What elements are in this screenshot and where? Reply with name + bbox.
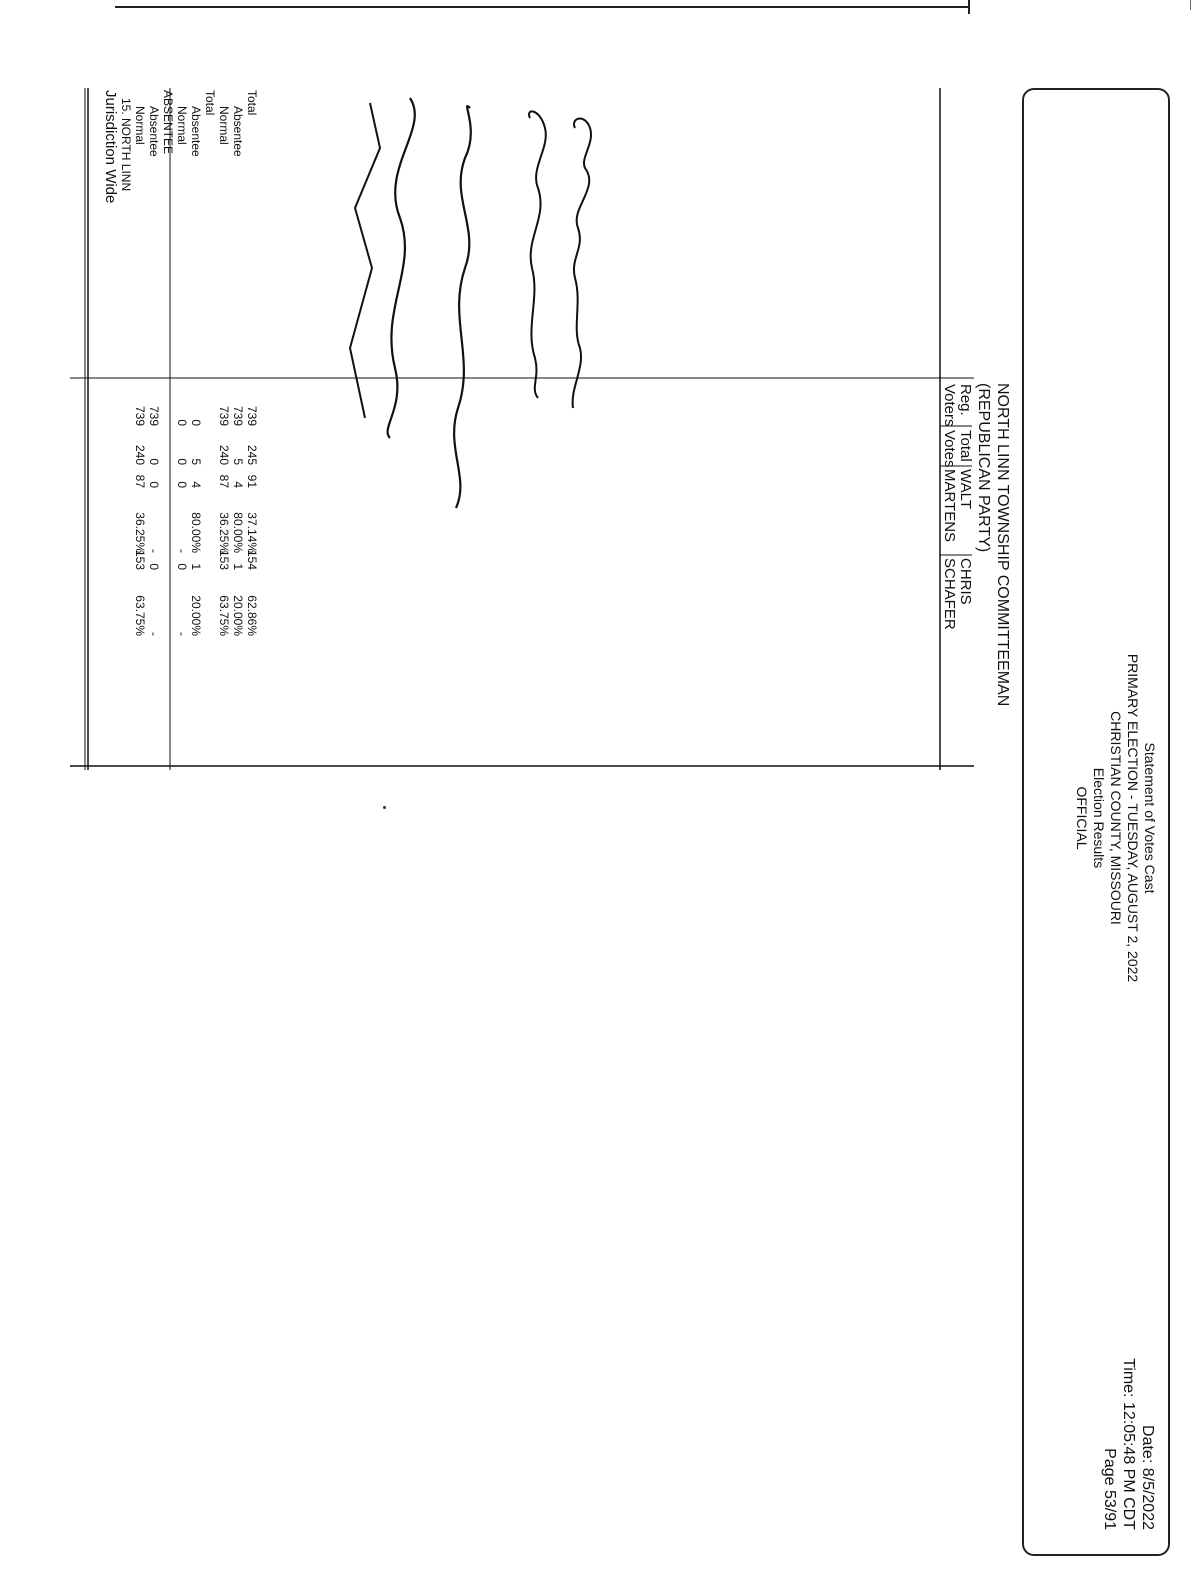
cell-total: 240 (217, 444, 231, 465)
cell-reg: 0 (175, 419, 189, 426)
row-label: Absentee (231, 106, 245, 157)
row-label: Absentee (147, 106, 161, 157)
cell-c2p: 62.86% (245, 595, 259, 636)
contest-title-line2: (REPUBLICAN PARTY) (975, 383, 992, 553)
county-name: CHRISTIAN COUNTY, MISSOURI (1108, 711, 1124, 925)
cell-c1p: 80.00% (231, 512, 245, 553)
cell-reg: 0 (189, 419, 203, 426)
cell-c1p: - (147, 549, 161, 553)
row-label: Total (245, 90, 259, 116)
cell-c1p: 37.14% (245, 512, 259, 553)
cell-total: 5 (189, 458, 203, 465)
jurisdiction-header: Jurisdiction Wide (102, 90, 119, 204)
cell-c2: 0 (147, 563, 161, 570)
cell-c1p: - (175, 549, 189, 553)
cell-reg: 739 (231, 405, 245, 426)
cell-c1p: 36.25% (217, 512, 231, 553)
report-date: Date: 8/5/2022 (1139, 1425, 1156, 1530)
signatures (20, 88, 1170, 1558)
cell-c2: 1 (189, 563, 203, 570)
cell-reg: 739 (217, 405, 231, 426)
cell-c2p: - (175, 632, 189, 636)
cell-c2p: 63.75% (133, 595, 147, 636)
cell-total: 240 (133, 444, 147, 465)
cell-c2p: 63.75% (217, 595, 231, 636)
cell-total: 245 (245, 444, 259, 465)
cell-c2: 0 (175, 563, 189, 570)
cell-total: 0 (175, 458, 189, 465)
cell-c1p: 36.25% (133, 512, 147, 553)
cell-c2: 154 (245, 549, 259, 570)
cell-c2p: - (147, 632, 161, 636)
signature-4 (388, 98, 415, 438)
cell-total: 5 (231, 458, 245, 465)
row-label: Normal (133, 106, 147, 145)
candidate-schafer-header: CHRIS SCHAFER (941, 558, 974, 630)
scan-top-border-tick (968, 0, 970, 14)
cell-c1: 4 (231, 481, 245, 488)
cell-c1: 91 (245, 474, 259, 488)
cell-c2: 1 (231, 563, 245, 570)
cell-c1: 87 (217, 474, 231, 488)
report-time: Time: 12:05:48 PM CDT (1120, 1358, 1137, 1530)
total-votes-header: Total Votes (941, 430, 974, 468)
election-name: PRIMARY ELECTION - TUESDAY, AUGUST 2, 2022 (1125, 653, 1141, 983)
row-label: ABSENTEE (161, 90, 175, 155)
cell-c1: 87 (133, 474, 147, 488)
signature-3 (454, 106, 471, 508)
cell-c1: 4 (189, 481, 203, 488)
row-label: Absentee (189, 106, 203, 157)
row-label: Normal (175, 106, 189, 145)
row-label: Total (203, 90, 217, 116)
report-subtitle: Election Results (1091, 767, 1107, 869)
reg-voters-header: Reg. Voters (941, 384, 974, 427)
cell-reg: 739 (245, 405, 259, 426)
cell-total: 0 (147, 458, 161, 465)
cell-c1: 0 (147, 481, 161, 488)
cell-c2p: 20.00% (189, 595, 203, 636)
signature-1 (573, 119, 591, 408)
signature-2 (529, 111, 546, 398)
cell-c1: 0 (175, 481, 189, 488)
cell-c2: 153 (217, 549, 231, 570)
report-title: Statement of Votes Cast (1142, 742, 1158, 894)
cell-c1p: 80.00% (189, 512, 203, 553)
contest-title-line1: NORTH LINN TOWNSHIP COMMITTEEMAN (994, 383, 1011, 707)
scan-top-border-tick-right (1190, 0, 1191, 10)
row-label: 15. NORTH LINN (119, 98, 133, 192)
report-status: OFFICIAL (1074, 786, 1090, 850)
cell-c2: 153 (133, 549, 147, 570)
cell-reg: 739 (147, 405, 161, 426)
row-label: Normal (217, 106, 231, 145)
candidate-martens-header: WALT MARTENS (941, 469, 974, 543)
scan-top-border-line (115, 6, 970, 8)
cell-reg: 739 (133, 405, 147, 426)
signature-5 (350, 103, 380, 418)
cell-c2p: 20.00% (231, 595, 245, 636)
statement-page-rotated (20, 88, 1170, 1558)
page-number: Page 53/91 (1101, 1448, 1118, 1530)
